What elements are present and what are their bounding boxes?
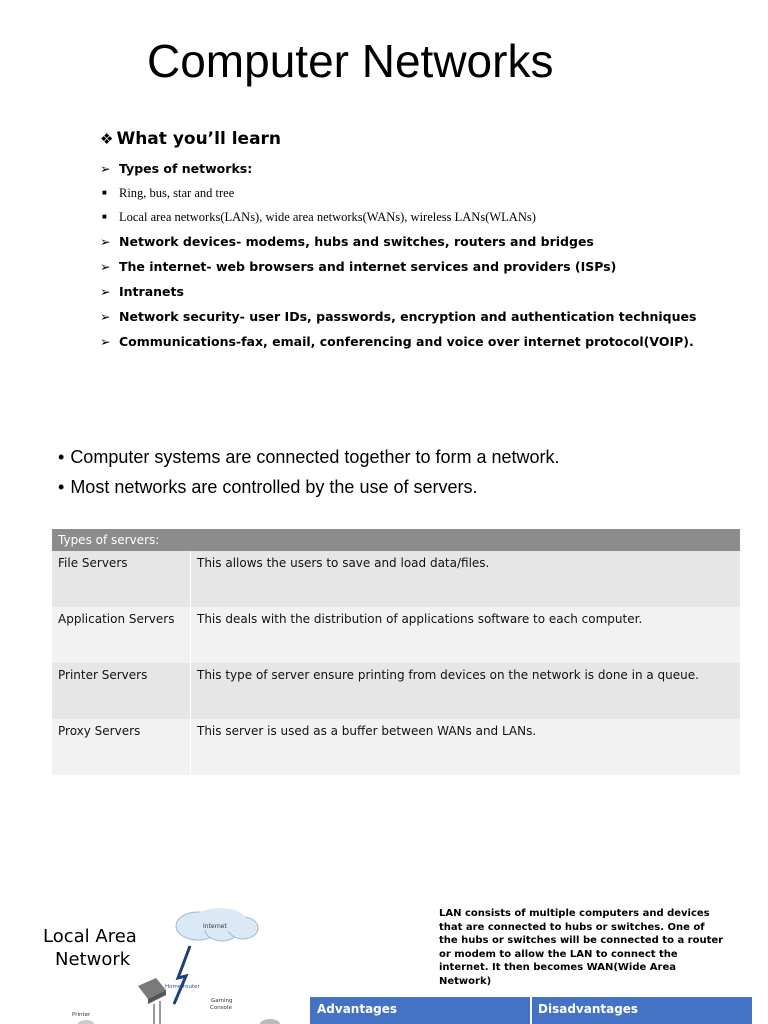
bullet-item	[58, 474, 560, 504]
disadvantages-header: Disadvantages	[538, 1002, 639, 1016]
table-header-row	[52, 529, 740, 551]
learn-list	[100, 156, 740, 354]
server-type-cell: File Servers	[52, 551, 191, 607]
console-label-2: Console	[210, 1005, 232, 1011]
lan-diagram-title-line1: Local Area	[43, 926, 137, 947]
console-icon	[260, 1019, 280, 1024]
learn-heading-text: What you’ll learn	[116, 129, 282, 149]
arrow-bullet-icon: ➢	[100, 309, 111, 324]
table-header-cell: Types of servers:	[52, 529, 191, 551]
table-row	[52, 607, 740, 663]
learn-item-text: Network devices- modems, hubs and switches, routers and bridges	[119, 234, 594, 249]
printer-label: Printer	[72, 1012, 91, 1018]
diamond-bullet-icon: ❖	[100, 130, 114, 148]
learn-item-text: Intranets	[119, 284, 184, 299]
learn-item-text: Ring, bus, star and tree	[119, 186, 235, 200]
server-description-cell: This server is used as a buffer between WANs and LANs.	[191, 719, 741, 775]
lan-description: LAN consists of multiple computers and devices that are connected to hubs or switches. One of the hubs or switches will be connected to a router or modem to allow the LAN to connect the internet. It then becomes WAN(Wide Area Network)	[439, 908, 724, 987]
learn-item	[100, 229, 740, 254]
server-type-cell: Printer Servers	[52, 663, 191, 719]
arrow-bullet-icon: ➢	[100, 234, 111, 249]
learn-item-text: The internet- web browsers and internet services and providers (ISPs)	[119, 259, 617, 274]
learn-item	[100, 181, 740, 205]
arrow-bullet-icon: ➢	[100, 334, 111, 349]
lightning-link-icon	[174, 946, 190, 1004]
table-row	[52, 551, 740, 607]
server-type-cell: Proxy Servers	[52, 719, 191, 775]
server-description-cell: This type of server ensure printing from devices on the network is done in a queue.	[191, 663, 741, 719]
server-type-cell: Application Servers	[52, 607, 191, 663]
lan-diagram-image	[38, 906, 283, 1024]
console-label-1: Gaming	[211, 998, 233, 1004]
bullet-list	[58, 444, 560, 504]
lan-diagram-title-line2: Network	[55, 949, 131, 970]
learn-item	[100, 329, 740, 354]
learn-item-text: Types of networks:	[119, 161, 253, 176]
arrow-bullet-icon: ➢	[100, 259, 111, 274]
learn-item	[100, 304, 740, 329]
router-label: Home router	[165, 984, 200, 990]
bullet-dot-icon: •	[58, 447, 65, 467]
table-row	[52, 663, 740, 719]
bullet-item	[58, 444, 560, 474]
bullet-dot-icon: •	[58, 477, 65, 497]
learn-heading	[100, 126, 740, 156]
square-bullet-icon: ■	[102, 188, 107, 197]
printer-icon	[78, 1020, 94, 1024]
arrow-bullet-icon: ➢	[100, 161, 111, 176]
learn-item	[100, 254, 740, 279]
cloud-label: Internet	[203, 923, 227, 930]
page-title: Computer Networks	[147, 35, 554, 87]
advantages-table-header	[310, 997, 752, 1024]
servers-table	[52, 529, 740, 775]
learn-item	[100, 205, 740, 229]
router-icon	[138, 978, 166, 1024]
server-description-cell: This allows the users to save and load data/files.	[191, 551, 741, 607]
bullet-text: Computer systems are connected together to form a network.	[70, 447, 560, 467]
arrow-bullet-icon: ➢	[100, 284, 111, 299]
learn-item	[100, 279, 740, 304]
table-header-cell	[191, 529, 741, 551]
learn-item	[100, 156, 740, 181]
table-row	[52, 719, 740, 775]
advantages-header: Advantages	[317, 1002, 398, 1016]
learn-item-text: Network security- user IDs, passwords, encryption and authentication techniques	[119, 309, 697, 324]
bullet-text: Most networks are controlled by the use of servers.	[70, 477, 478, 497]
header-divider	[530, 997, 532, 1024]
learn-item-text: Communications-fax, email, conferencing and voice over internet protocol(VOIP).	[119, 334, 694, 349]
server-description-cell: This deals with the distribution of applications software to each computer.	[191, 607, 741, 663]
square-bullet-icon: ■	[102, 212, 107, 221]
learn-item-text: Local area networks(LANs), wide area networks(WANs), wireless LANs(WLANs)	[119, 210, 536, 224]
learn-section	[100, 126, 740, 354]
